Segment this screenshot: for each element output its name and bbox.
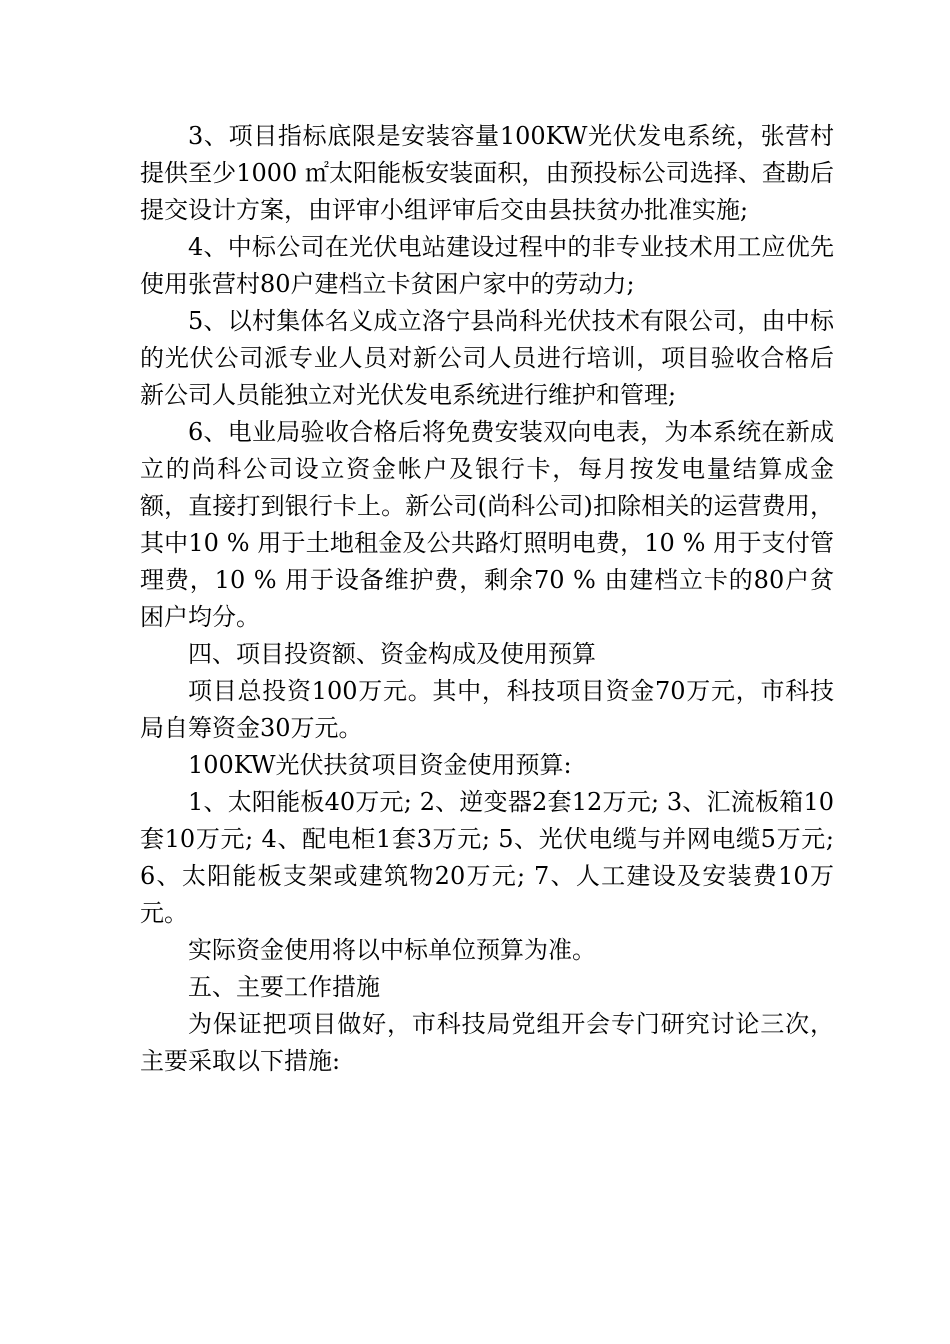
paragraph-item-5: 5、以村集体名义成立洛宁县尚科光伏技术有限公司，由中标的光伏公司派专业人员对新公司人员进行培训，项目验收合格后新公司人员能独立对光伏发电系统进行维护和管理; [140,307,834,409]
paragraph-budget-title: 100KW光伏扶贫项目资金使用预算: [188,751,572,779]
paragraph-total-investment: 项目总投资100万元。其中，科技项目资金70万元，市科技局自筹资金30万元。 [140,677,834,742]
paragraph-budget-note: 实际资金使用将以中标单位预算为准。 [188,936,596,964]
document-body [140,118,834,1080]
section-heading-4: 四、项目投资额、资金构成及使用预算 [188,640,596,668]
paragraph-item-4: 4、中标公司在光伏电站建设过程中的非专业技术用工应优先使用张营村80户建档立卡贫困户家中的劳动力; [140,233,834,298]
paragraph-budget-items: 1、太阳能板40万元; 2、逆变器2套12万元; 3、汇流板箱10套10万元; 4、配电柜1套3万元; 5、光伏电缆与并网电缆5万元; 6、太阳能板支架或建筑物20万元; 7、人工建设及安装费10万元。 [140,788,834,927]
paragraph-item-3: 3、项目指标底限是安装容量100KW光伏发电系统，张营村提供至少1000 ㎡太阳能板安装面积，由预投标公司选择、查勘后提交设计方案，由评审小组评审后交由县扶贫办批准实施; [140,122,834,224]
section-heading-5: 五、主要工作措施 [188,973,380,1001]
paragraph-item-6: 6、电业局验收合格后将免费安装双向电表，为本系统在新成立的尚科公司设立资金帐户及银行卡，每月按发电量结算成金额，直接打到银行卡上。新公司(尚科公司)扣除相关的运营费用，其中10 % 用于土地租金及公共路灯照明电费，10 % 用于支付管理费，10 % 用于设备维护费，剩余70 % 由建档立卡的80户贫困户均分。 [140,418,834,631]
paragraph-measures-intro: 为保证把项目做好，市科技局党组开会专门研究讨论三次，主要采取以下措施: [140,1010,834,1075]
